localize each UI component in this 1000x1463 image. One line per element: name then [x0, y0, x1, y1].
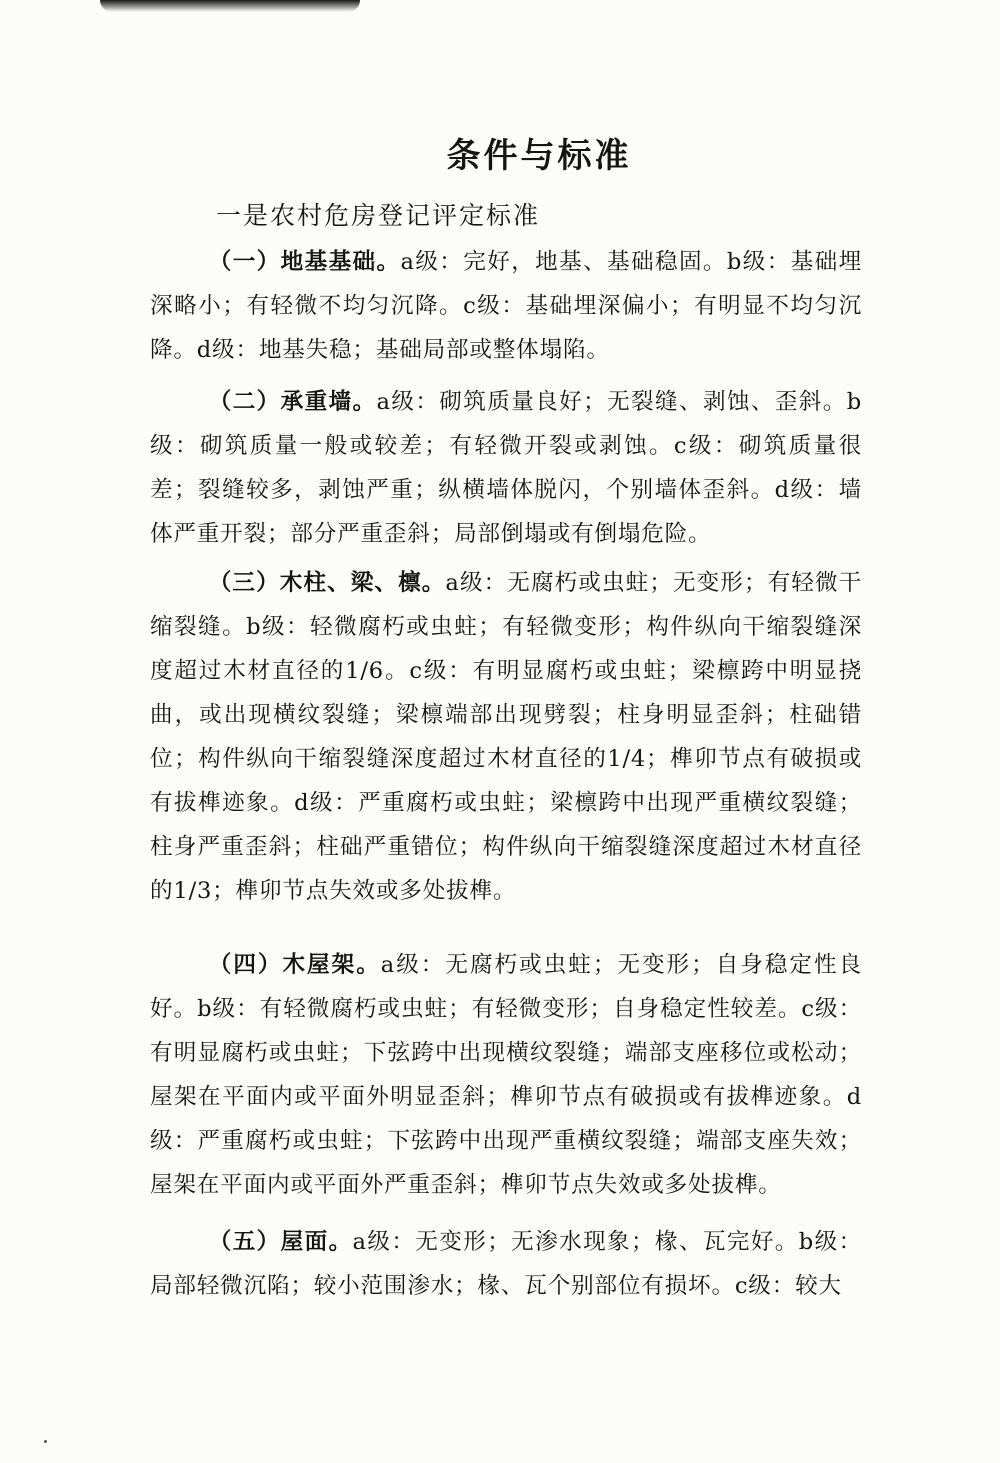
paragraph-heading: （二）承重墙。: [208, 389, 377, 415]
paragraph-body: a级：砌筑质量良好；无裂缝、剥蚀、歪斜。b级：砌筑质量一般或较差；有轻微开裂或剥蚀。c级：砌筑质量很差；裂缝较多，剥蚀严重；纵横墙体脱闪，个别墙体歪斜。d级：墙体严重开裂；部分严重歪斜；局部倒塌或有倒塌危险。: [150, 389, 863, 547]
paragraph-foundation: [150, 240, 862, 372]
paragraph-heading: （四）木屋架。: [208, 952, 381, 978]
paragraph-load-bearing-wall: [150, 380, 862, 556]
paragraph-heading: （五）屋面。: [208, 1229, 353, 1255]
paragraph-body: a级：无腐朽或虫蛀；无变形；自身稳定性良好。b级：有轻微腐朽或虫蛀；有轻微变形；自身稳定性较差。c级：有明显腐朽或虫蛀；下弦跨中出现横纹裂缝；端部支座移位或松动；屋架在平面内或平面外明显歪斜；榫卯节点有破损或有拔榫迹象。d级：严重腐朽或虫蛀；下弦跨中出现严重横纹裂缝；端部支座失效；屋架在平面内或平面外严重歪斜；榫卯节点失效或多处拔榫。: [150, 952, 862, 1198]
paragraph-body: a级：无变形；无渗水现象；椽、瓦完好。b级：局部轻微沉陷；较小范围渗水；椽、瓦个别部位有损坏。c级：较大: [150, 1229, 862, 1299]
scan-speck: [44, 1440, 47, 1443]
section-subtitle: 一是农村危房登记评定标准: [216, 201, 541, 230]
paragraph-heading: （三）木柱、梁、檩。: [208, 570, 446, 596]
paragraph-wood-columns-beams: [150, 561, 862, 913]
paragraph-wood-truss: [150, 943, 862, 1207]
page-title: 条件与标准: [446, 136, 632, 176]
scan-edge-shadow: [100, 0, 360, 12]
paragraph-roof: [150, 1220, 862, 1308]
paragraph-body: a级：无腐朽或虫蛀；无变形；有轻微干缩裂缝。b级：轻微腐朽或虫蛀；有轻微变形；构件纵向干缩裂缝深度超过木材直径的1/6。c级：有明显腐朽或虫蛀；梁檩跨中明显挠曲，或出现横纹裂缝；梁檩端部出现劈裂；柱身明显歪斜；柱础错位；构件纵向干缩裂缝深度超过木材直径的1/4；榫卯节点有破损或有拔榫迹象。d级：严重腐朽或虫蛀；梁檩跨中出现严重横纹裂缝；柱身严重歪斜；柱础严重错位；构件纵向干缩裂缝深度超过木材直径的1/3；榫卯节点失效或多处拔榫。: [150, 570, 863, 904]
paragraph-body: a级：完好，地基、基础稳固。b级：基础埋深略小；有轻微不均匀沉降。c级：基础埋深偏小；有明显不均匀沉降。d级：地基失稳；基础局部或整体塌陷。: [150, 249, 862, 363]
paragraph-heading: （一）地基基础。: [208, 249, 401, 275]
